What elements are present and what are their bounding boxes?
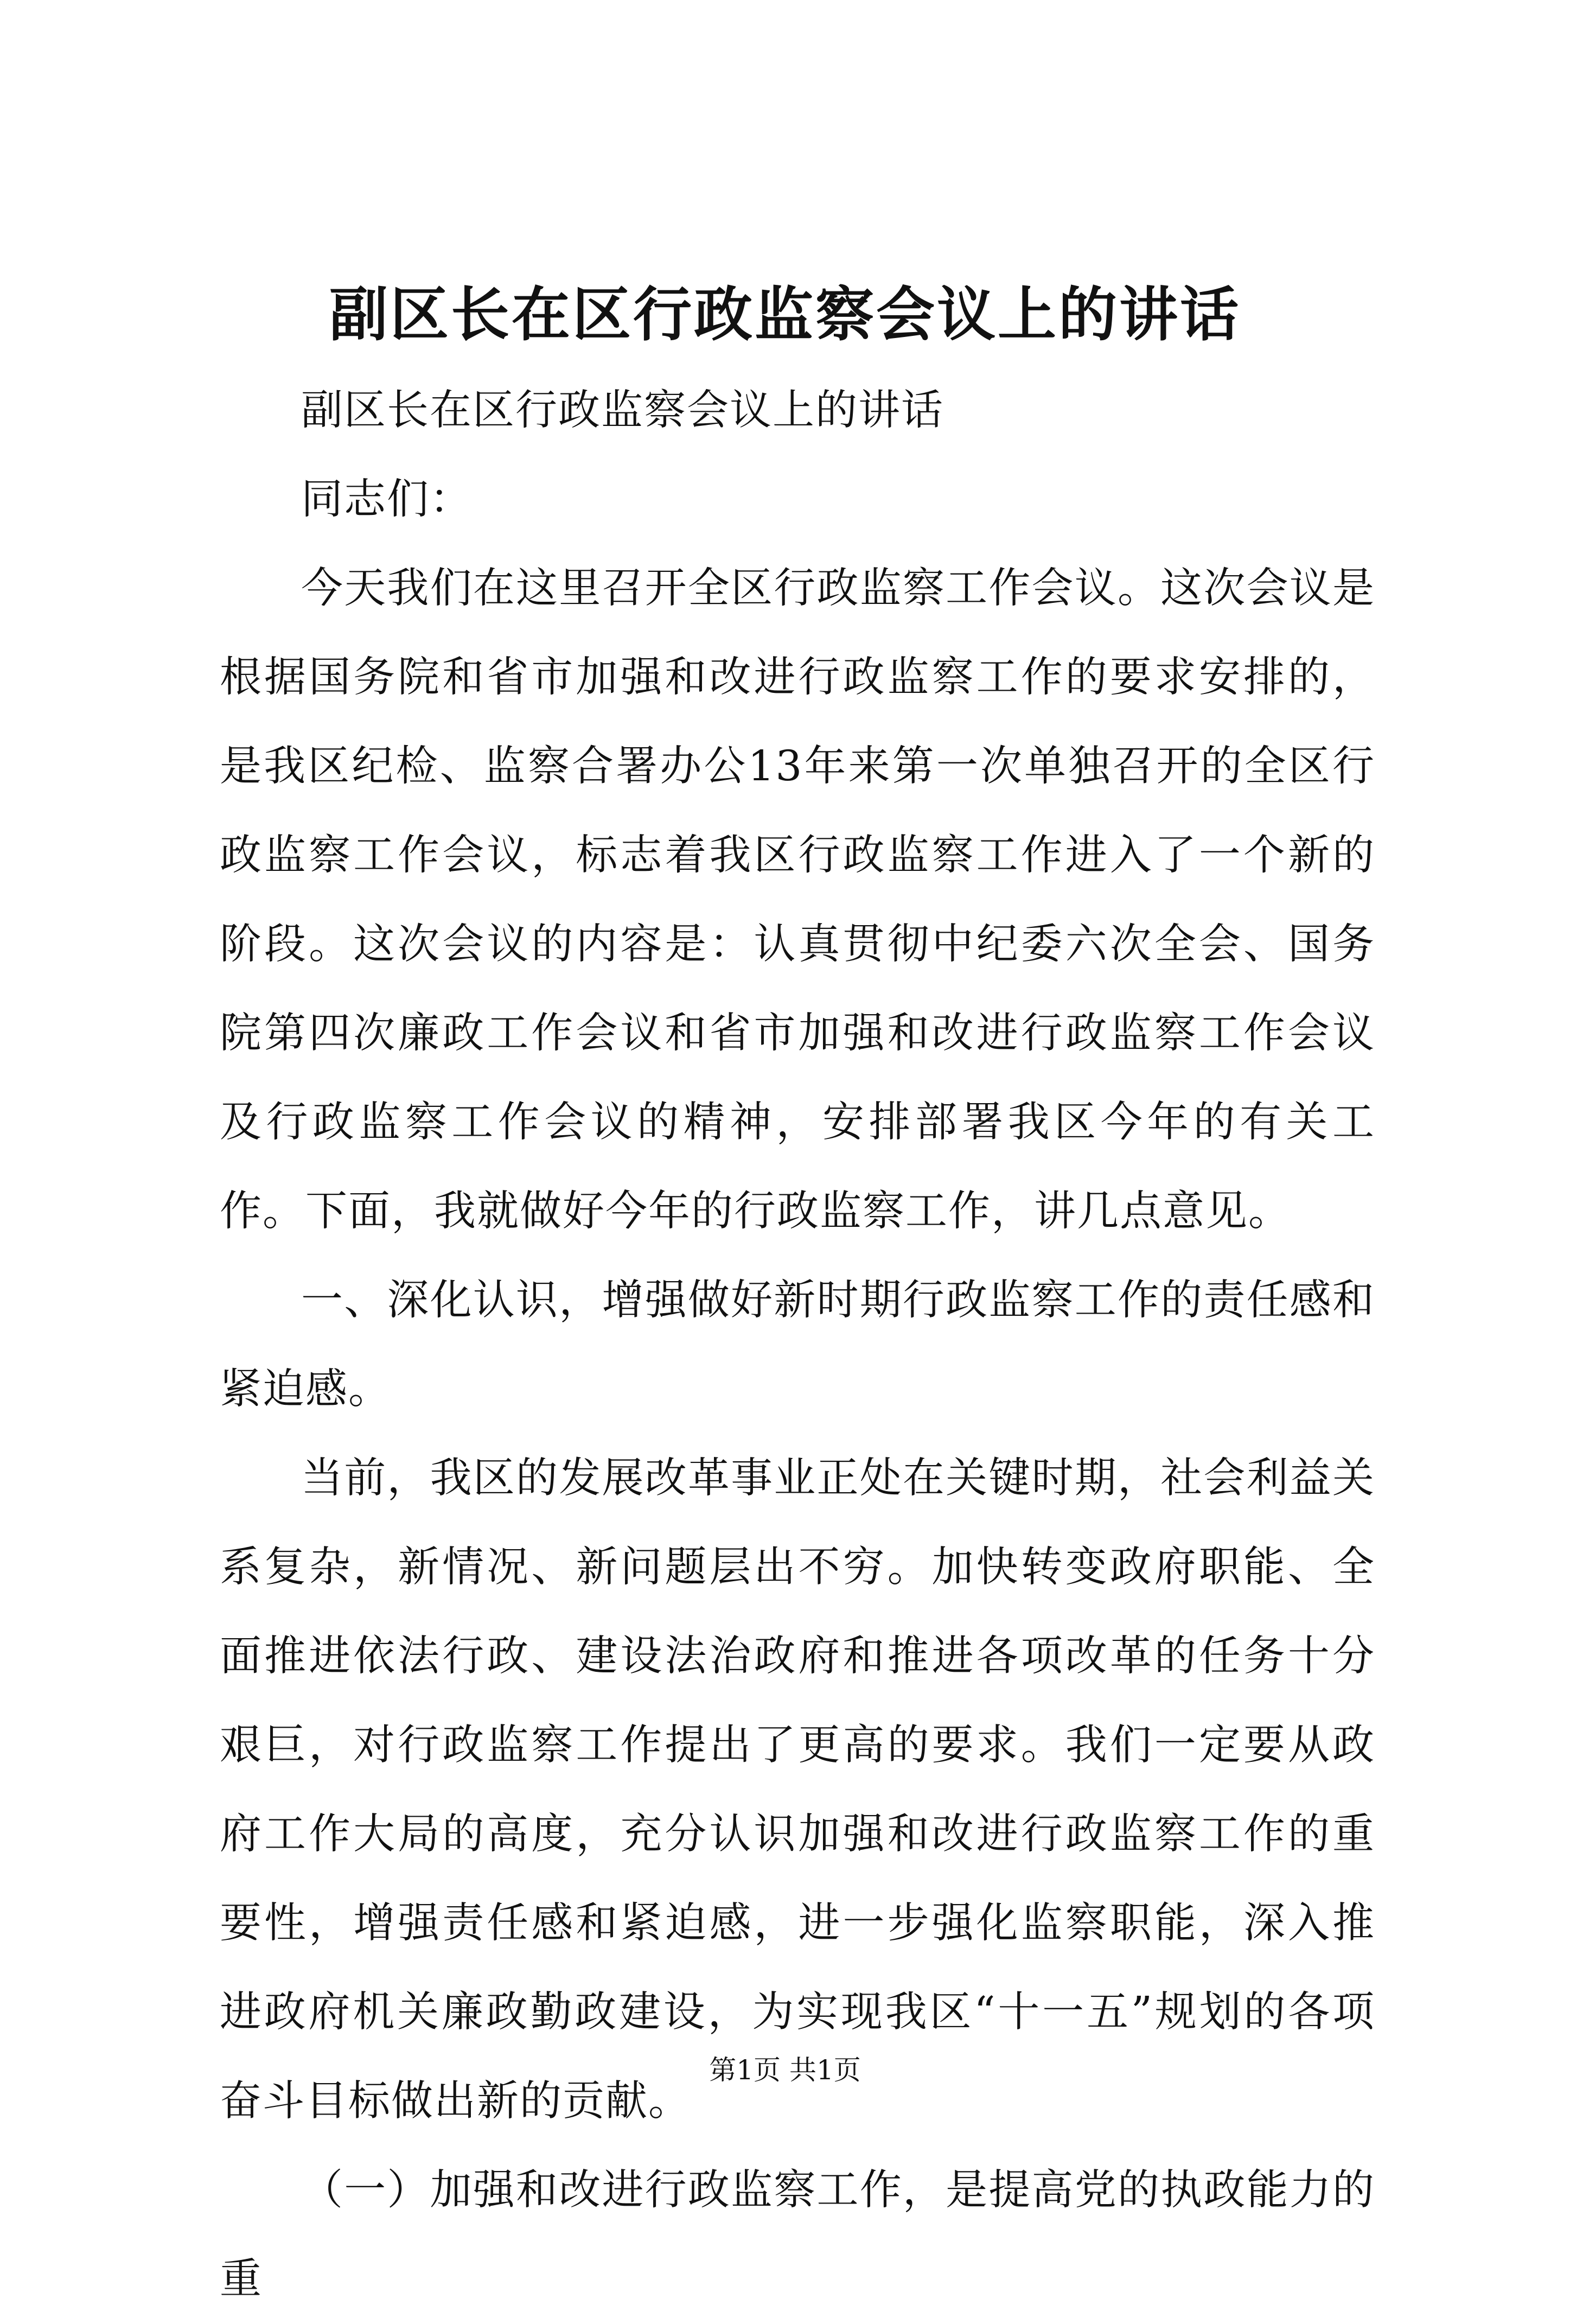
body-paragraph: 当前，我区的发展改革事业正处在关键时期，社会利益关系复杂，新情况、新问题层出不穷。加快转变政府职能、全面推进依法行政、建设法治政府和推进各项改革的任务十分艰巨，对行政监察工作提出了更高的要求。我们一定要从政府工作大局的高度，充分认识加强和改进行政监察工作的重要性，增强责任感和紧迫感，进一步强化监察职能，深入推进政府机关廉政勤政建设，为实现我区“十一五”规划的各项奋斗目标做出新的贡献。 [220,1454,1375,2125]
document-body [220,366,1375,2324]
subtitle-paragraph: 副区长在区行政监察会议上的讲话 [301,386,944,435]
intro-paragraph: 今天我们在这里召开全区行政监察工作会议。这次会议是根据国务院和省市加强和改进行政监察工作的要求安排的，是我区纪检、监察合署办公13年来第一次单独召开的全区行政监察工作会议，标志着我区行政监察工作进入了一个新的阶段。这次会议的内容是：认真贯彻中纪委六次全会、国务院第四次廉政工作会议和省市加强和改进行政监察工作会议及行政监察工作会议的精神，安排部署我区今年的有关工作。下面，我就做好今年的行政监察工作，讲几点意见。 [220,564,1375,1236]
subsection-heading-1: （一）加强和改进行政监察工作，是提高党的执政能力的重 [220,2166,1375,2303]
page-footer: 第1页 共1页 [709,2054,861,2086]
salutation-paragraph: 同志们： [301,475,473,524]
section-heading-1: 一、深化认识，增强做好新时期行政监察工作的责任感和紧迫感。 [220,1276,1375,1413]
document-title: 副区长在区行政监察会议上的讲话 [329,281,1241,349]
